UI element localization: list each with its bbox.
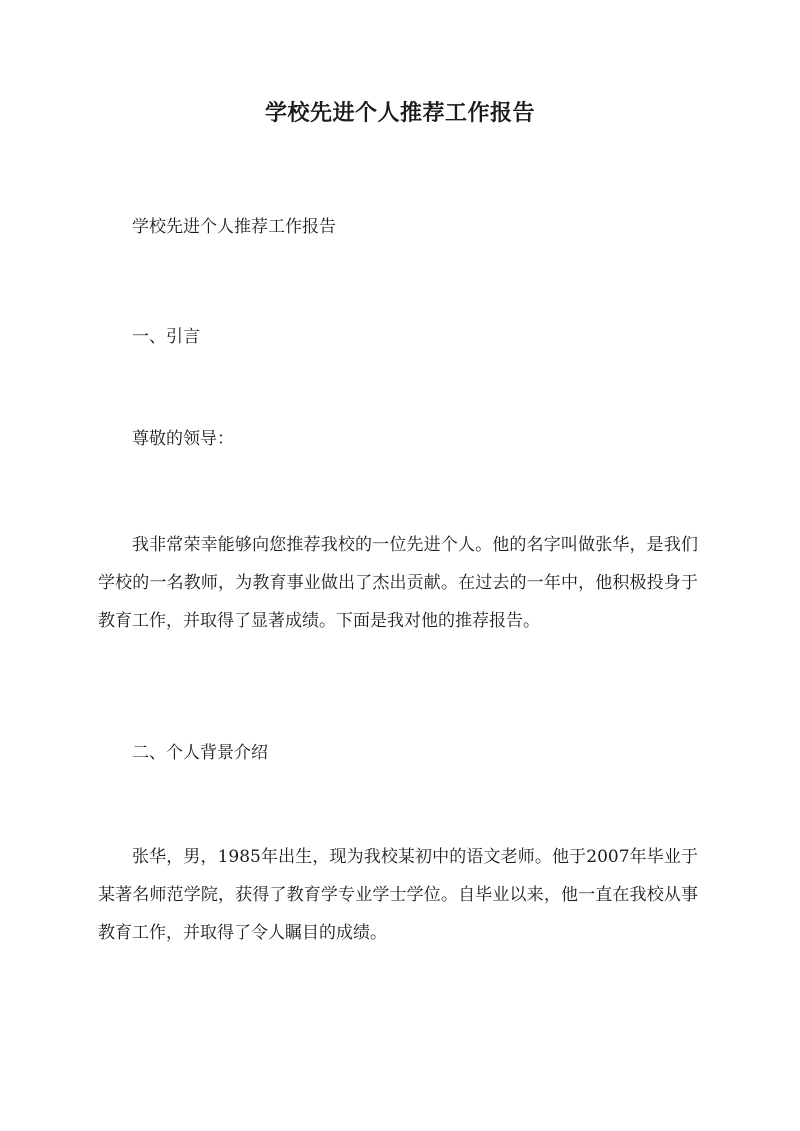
greeting-line: 尊敬的领导： [132,429,234,449]
document-title: 学校先进个人推荐工作报告 [264,100,535,126]
section-heading-background: 二、个人背景介绍 [132,743,268,763]
section-heading-introduction: 一、引言 [132,327,200,347]
intro-paragraph: 我非常荣幸能够向您推荐我校的一位先进个人。他的名字叫做张华，是我们学校的一名教师，为教育事业做出了杰出贡献。在过去的一年中，他积极投身于教育工作，并取得了显著成绩。下面是我对他的推荐报告。 [98,535,698,631]
background-paragraph: 张华，男，1985年出生，现为我校某初中的语文老师。他于2007年毕业于某著名师范学院，获得了教育学专业学士学位。自毕业以来，他一直在我校从事教育工作，并取得了令人瞩目的成绩。 [98,847,698,943]
document-subtitle: 学校先进个人推荐工作报告 [132,217,336,237]
